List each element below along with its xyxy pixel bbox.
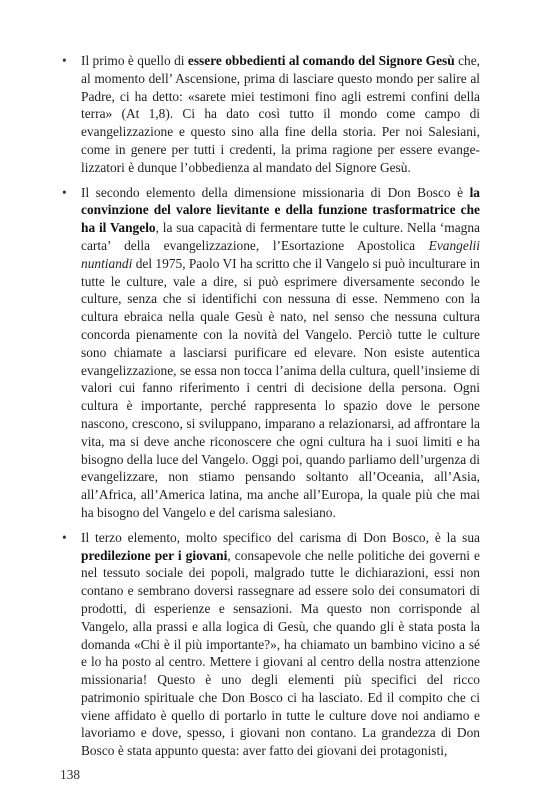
- page-body: [60, 52, 480, 767]
- emphasis-bold: predilezione per i giovani: [81, 547, 228, 563]
- bullet-text: [81, 52, 480, 177]
- bullet-icon: •: [62, 53, 67, 68]
- bullet-icon: •: [62, 529, 67, 545]
- text-run: , la sua capacità di fermentare tutte le culture. Nella ‘magna carta’ della evangelizzazione, l’Esortazione Apostolica: [81, 220, 480, 253]
- bullet-text: [81, 529, 480, 760]
- text-run: del 1975, Paolo VI ha scritto che il Vangelo si può inculturare in tutte le culture, vale a dire, si può esprimere diversamente secondo le culture, senza che si identifichi con nessuna di esse. Nemmeno con la cultura ebraica nella quale Gesù è nato, nel senso che nessuna cultura concorda pienamente con la novità del Vangelo. Perciò tutte le culture sono chiamate a lasciarsi purificare ed elevare. Non esiste autentica evangelizzazione, se essa non tocca l’anima della cultura, quell’insieme di valori cui fanno riferimento i centri di decisione della persona. Ogni cultura è importante, perché rappresenta lo spazio dove le persone nascono, crescono, si sviluppano, imparano a relazionarsi, ad affrontare la vita, ma si deve anche riconoscere che ogni cultura ha i suoi limiti e ha bisogno della luce del Vangelo. Oggi poi, quando parliamo dell’urgenza di evangelizzare, non stiamo pensando soltanto all’Oceania, all’Asia, all’Africa, all’America latina, ma anche all’Europa, la quale più che mai ha bisogno del Vangelo e del carisma salesiano.: [81, 255, 480, 520]
- emphasis-italic: Evangelii nuntiandi: [81, 237, 480, 271]
- page-number: 138: [60, 767, 81, 782]
- text-run: Il terzo elemento, molto specifico del carisma di Don Bosco, è la sua: [81, 529, 480, 545]
- emphasis-bold: la convinzione del valore lievitante e della funzione trasformatrice che ha il Vangelo: [81, 184, 480, 236]
- bullet-paragraph: [60, 184, 480, 522]
- emphasis-bold: essere obbedienti al comando del Signore Gesù: [187, 53, 455, 68]
- text-run: Il primo è quello di: [81, 53, 188, 68]
- text-run: che, al momento dell’ Ascensione, prima di lasciare questo mondo per salire al Padre, ci ha detto: «sarete miei testimoni fino agli estremi confini della terra» (At 1,8). Ci ha dato così tutto il mondo come campo di evangelizzazione e questo sino alla fine della storia. Per noi Salesiani, come in genere per tutti i credenti, la prima ragione per essere evangelizzatori è dunque l’obbedienza al mandato del Signore Gesù.: [81, 53, 480, 175]
- bullet-text: [81, 184, 480, 522]
- bullet-icon: •: [62, 184, 67, 200]
- text-run: Il secondo elemento della dimensione missionaria di Don Bosco è: [81, 184, 470, 200]
- bullet-paragraph: [60, 529, 480, 760]
- text-run: , consapevole che nelle politiche dei governi e nel tessuto sociale dei popoli, malgrado tutte le dichiarazioni, essi non contano e sembrano doversi rassegnare ad essere solo dei consumatori di prodotti, di esperienze e sensazioni. Ma questo non corrisponde al Vangelo, alla prassi e alla logica di Gesù, che quando gli è stata posta la domanda «Chi è il più importante?», ha chiamato un bambino vicino a sé e lo ha posto al centro. Mettere i giovani al centro della nostra attenzione missionaria! Questo è uno degli elementi più specifici del ricco patrimonio spirituale che Don Bosco ci ha lasciato. Ed il compito che ci viene affidato è quello di portarlo in tutte le culture dove noi andiamo e lavoriamo e dove, spesso, i giovani non contano. La grandezza di Don Bosco è stata appunto questa: aver fatto dei giovani dei protagonisti,: [81, 547, 480, 759]
- bullet-paragraph: [60, 52, 480, 177]
